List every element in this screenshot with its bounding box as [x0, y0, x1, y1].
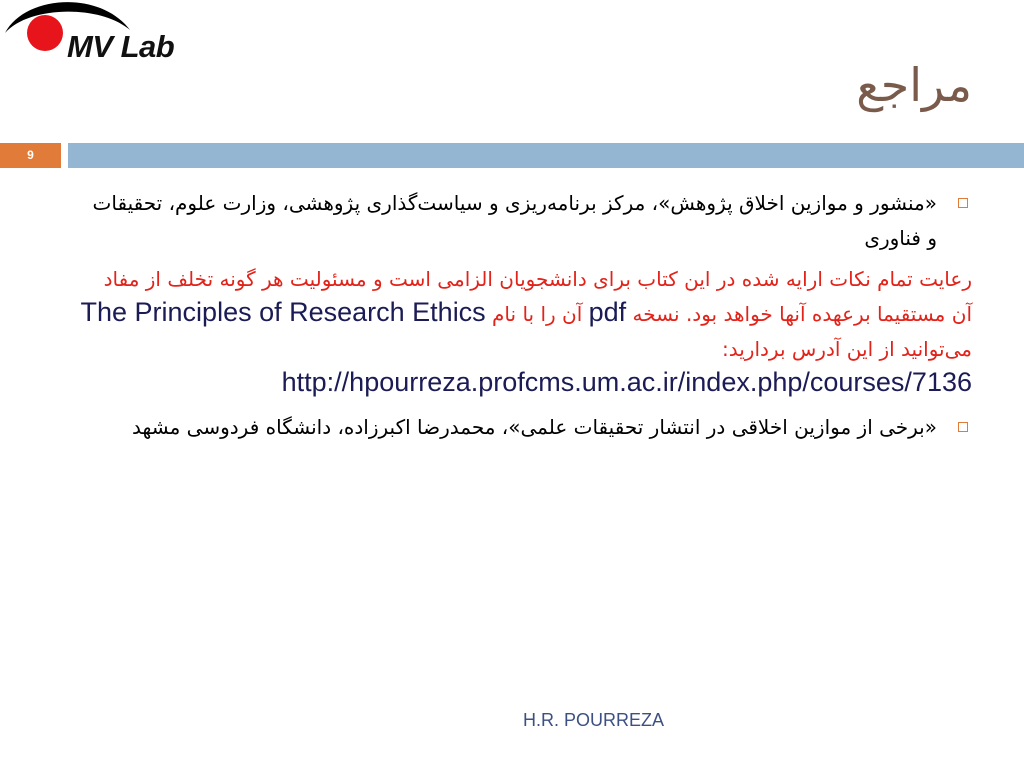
reference-text: «منشور و موازین اخلاق پژوهش»، مرکز برنامه‌ریزی و سیاست‌گذاری پژوهشی، وزارت علوم، تحقیقات و فناوری	[92, 191, 937, 250]
reference-item	[80, 410, 972, 445]
note-text-part2: آن را با نام	[492, 302, 583, 326]
square-bullet-icon	[958, 198, 968, 208]
download-note	[80, 262, 972, 402]
footer-author: H.R. POURREZA	[523, 710, 665, 730]
header-bar	[68, 143, 1024, 168]
note-text-part3: می‌توانید از این آدرس بردارید:	[722, 337, 972, 361]
logo-text: MV Lab	[67, 29, 175, 64]
references-content	[80, 186, 972, 445]
slide-title: مراجع	[856, 58, 972, 112]
logo-red-circle	[27, 15, 63, 51]
slide-number-box	[0, 143, 61, 168]
mv-lab-logo	[0, 0, 180, 70]
slide-number: 9	[27, 148, 34, 162]
reference-text: «برخی از موازین اخلاقی در انتشار تحقیقات علمی»، محمدرضا اکبرزاده، دانشگاه فردوسی مشهد	[132, 415, 937, 439]
note-text-part1: رعایت تمام نکات ارایه شده در این کتاب برای دانشجویان الزامی است و مسئولیت هر گونه تخلف از مفاد آن مستقیما برعهده آنها خواهد بود. نسخه	[103, 267, 972, 326]
book-title: The Principles of Research Ethics	[80, 297, 486, 327]
reference-item	[80, 186, 972, 256]
square-bullet-icon	[958, 422, 968, 432]
note-format: pdf	[588, 297, 627, 327]
course-url: http://hpourreza.profcms.um.ac.ir/index.php/courses/7136	[281, 367, 972, 397]
